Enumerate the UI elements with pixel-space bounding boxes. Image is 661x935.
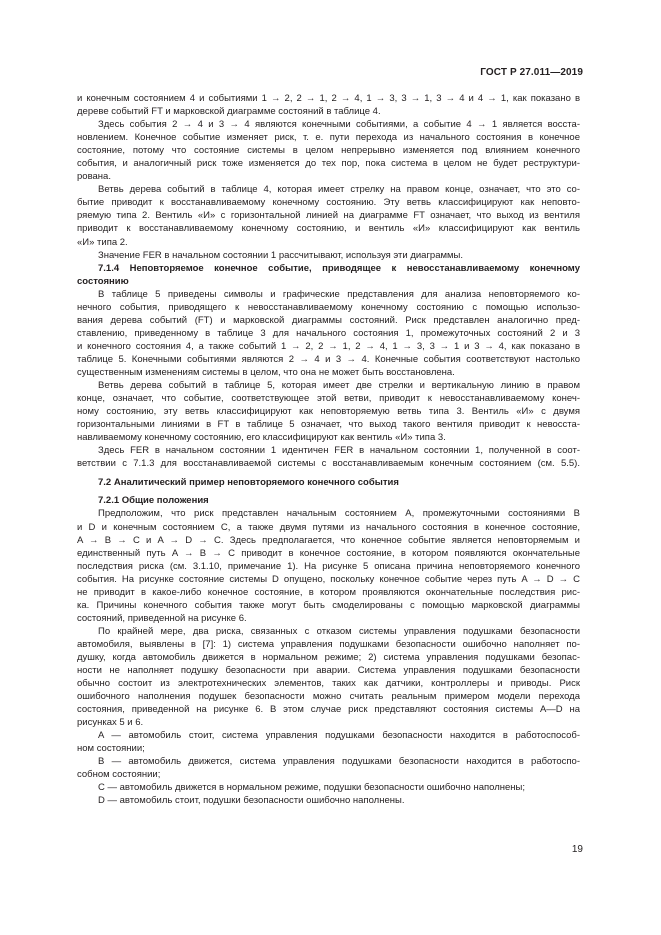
text-line: 7.2.1 Общие положения xyxy=(98,495,209,507)
text-line: рисунках 5 и 6. xyxy=(77,717,144,729)
text-line: дереве событий FT и марковской диаграмме состояний в таблице 4. xyxy=(77,106,381,118)
text-line: состояний, приведенной на рисунке 6. xyxy=(77,612,247,624)
text-line: конце, означает, что событие, соответствующее этой ветви, приводит к невосстанавливаемому конеч- xyxy=(77,393,580,405)
text-line: вания дерева событий (FT) и марковской диаграммы состояний. Риск представлен аналогично пред- xyxy=(77,314,580,326)
text-line: ставлению, приведенному в таблице 3 для начального состояния 1, промежуточных состояний 2 и 3 xyxy=(77,327,580,339)
text-line: нечного события, приводящего к невосстанавливаемому конечному состоянию с помощью использо- xyxy=(77,301,580,313)
text-line: Ветвь дерева событий в таблице 4, которая имеет стрелку на правом конце, означает, что это со- xyxy=(98,184,580,196)
text-line: Значение FER в начальном состоянии 1 рассчитывают, используя эти диаграммы. xyxy=(98,249,464,261)
text-line: приводит к восстанавливаемому конечному состоянию, и вентиль «И» классифицируют как вентиль xyxy=(77,223,580,235)
page-number: 19 xyxy=(571,844,583,855)
text-line: душку, когда автомобиль движется в нормальном режиме; 2) система управления подушками безопас- xyxy=(77,651,580,663)
text-line: новлением. Конечное событие изменяет риск, т. е. пути перехода из начального состояния в конечное xyxy=(77,132,580,144)
text-line: B — автомобиль движется, система управления подушками безопасности находится в работоспо- xyxy=(98,756,580,768)
text-line: и D и конечным состоянием C, а также двумя путями из начального состояния в конечное состояние, xyxy=(77,521,580,533)
text-line: По крайней мере, два риска, связанных с отказом системы управления подушками безопасности xyxy=(98,625,580,637)
text-line: события. На рисунке состояние системы D опущено, поскольку конечное событие через путь A → D → C xyxy=(77,573,580,585)
text-line: автомобиля, выявлены в [7]: 1) система управления подушками безопасности ошибочно наполняет по- xyxy=(77,638,580,650)
text-line: и конечным состоянием 4 и событиями 1 → 2, 2 → 1, 2 → 4, 1 → 3, 3 → 1, 3 → 4 и 4 → 1, как показано в xyxy=(77,93,580,104)
text-line: единственный путь A → B → C приводит в конечное состояние, в котором появляются окончательные xyxy=(77,547,580,559)
text-line: не приводит в какое-либо конечное состояние, в котором проявляются окончательные последствия рис- xyxy=(77,586,580,598)
text-line: ности не наполняет подушку безопасности при аварии. Система управления подушками безопасности xyxy=(77,665,580,677)
text-line: D — автомобиль стоит, подушки безопасности ошибочно наполнены. xyxy=(98,795,405,807)
text-line: таблице 5. Конечными событиями являются 2 → 4 и 3 → 4. Конечные события соответствуют настолько xyxy=(77,353,580,365)
document-code-header: ГОСТ Р 27.011—2019 xyxy=(480,67,583,78)
text-line: состоянию xyxy=(77,275,129,287)
text-line: существенным изменениям системы в целом, что она не может быть восстановлена. xyxy=(77,366,455,378)
text-line: 7.1.4 Неповторяемое конечное событие, приводящее к невосстанавливаемому конечному xyxy=(98,262,580,274)
text-line: ном состоянии; xyxy=(77,743,145,755)
text-line: Ветвь дерева событий в таблице 5, которая имеет две стрелки и вертикальную линию в правом xyxy=(98,380,580,392)
text-line: 7.2 Аналитический пример неповторяемого конечного события xyxy=(98,477,399,489)
text-line: состояния, приведенной на рисунке 6. В этом случае риск представляют состояния системы A—D на xyxy=(77,704,580,716)
text-line: ветствии с 7.1.3 для восстанавливаемой системы с восстанавливаемым конечным состоянием (см. 5.5). xyxy=(77,458,580,470)
text-line: горизонтальными линиями в FT в таблице 5 означает, что выход такого вентиля приводит к невосста- xyxy=(77,419,580,431)
text-line: рована. xyxy=(77,171,111,183)
text-line: В таблице 5 приведены символы и графические представления для анализа неповторяемого ко- xyxy=(98,288,580,300)
text-line: ному состоянию, эту ветвь классифицируют как неповторяемую ветвь типа 3. Вентиль «И» с двумя xyxy=(77,406,580,418)
text-line: «И» типа 2. xyxy=(77,236,128,248)
text-line: ошибочного наполнения подушек безопасности можно считать реальным примером модели перехода xyxy=(77,691,580,703)
text-line: бытие приводит к восстанавливаемому конечному состоянию. Эту ветвь классифицируют как неповто- xyxy=(77,197,580,209)
text-line: A — автомобиль стоит, система управления подушками безопасности находится в работоспособ- xyxy=(98,730,580,742)
text-line: обычно состоит из электротехнических элементов, таких как датчики, контроллеры и приводы. Риск xyxy=(77,678,580,690)
text-line: Здесь события 2 → 4 и 3 → 4 являются конечными событиями, а событие 4 → 1 является восста- xyxy=(98,119,580,131)
text-line: и конечного состояния 4, а также событий 1 → 2, 2 → 1, 2 → 4, 1 → 3, 3 → 1 и 3 → 4, как показано в xyxy=(77,340,580,352)
text-line: Здесь FER в начальном состоянии 1 идентичен FER в начальном состоянии 1, полученной в соот- xyxy=(98,445,580,457)
text-line: последствия риска (см. 3.1.10, примечание 1). На рисунке 5 описана причина неповторяемого конечного xyxy=(77,560,580,572)
text-line: события, и аналогичный риск тоже изменяется до тех пор, пока система в целом не будет реструктури- xyxy=(77,158,580,170)
text-line: C — автомобиль движется в нормальном режиме, подушки безопасности ошибочно наполнены; xyxy=(98,782,526,794)
text-line: Предположим, что риск представлен начальным состоянием A, промежуточными состояниями B xyxy=(98,508,580,520)
text-line: A → B → C и A → D → C. Здесь предполагается, что конечное событие является неповторяемым и xyxy=(77,534,580,546)
text-line: состояние, потому что состояние системы в целом непрерывно изменяется под влиянием конечного xyxy=(77,145,580,157)
document-body xyxy=(77,92,580,808)
text-line: собном состоянии; xyxy=(77,769,161,781)
text-line: навливаемому конечному состоянию, его классифицируют как вентиль «И» типа 3. xyxy=(77,432,446,444)
text-line: ка. Причины конечного события также могут быть смоделированы с помощью марковской диаграммы xyxy=(77,599,580,611)
text-line: ряемую типа 2. Вентиль «И» с горизонтальной линией на диаграмме FT означает, что выход из вентиля xyxy=(77,210,580,222)
